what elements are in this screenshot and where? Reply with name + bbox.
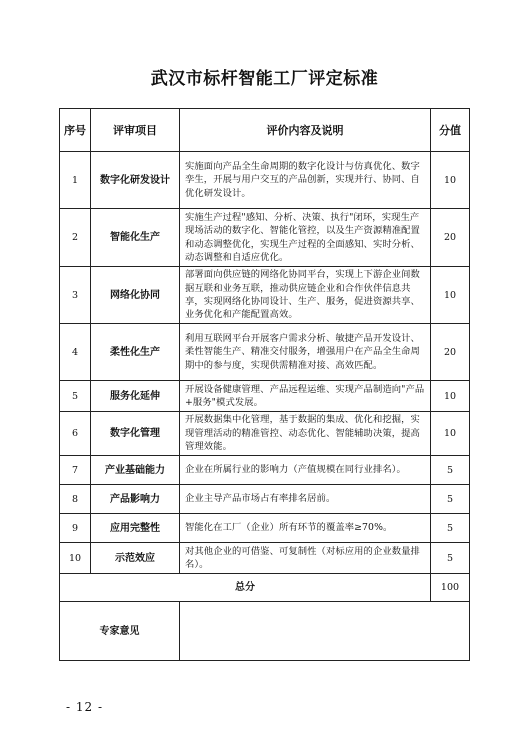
page-number: - 12 - xyxy=(66,700,104,714)
row-score: 10 xyxy=(431,412,470,456)
row-item: 智能化生产 xyxy=(91,209,180,267)
table-row xyxy=(60,152,470,209)
row-desc: 开展数据集中化管理，基于数据的集成、优化和挖掘，实现管理活动的精准管控、动态优化、智能辅助决策，提高管理效能。 xyxy=(180,412,431,456)
row-desc: 部署面向供应链的网络化协同平台，实现上下游企业间数据互联和业务互联，推动供应链企业和合作伙伴信息共享，实现网络化协同设计、生产、服务，促进资源共享、业务优化和产能配置高效。 xyxy=(180,267,431,324)
total-label: 总分 xyxy=(60,574,431,602)
row-item: 示范效应 xyxy=(91,543,180,574)
row-item: 服务化延伸 xyxy=(91,381,180,412)
row-no: 8 xyxy=(60,485,91,514)
table-row xyxy=(60,514,470,543)
table-row xyxy=(60,456,470,485)
table-row xyxy=(60,209,470,267)
header-item: 评审项目 xyxy=(91,109,180,152)
row-score: 5 xyxy=(431,485,470,514)
row-no: 4 xyxy=(60,324,91,381)
row-item: 产品影响力 xyxy=(91,485,180,514)
row-desc: 实施生产过程"感知、分析、决策、执行"闭环，实现生产现场活动的数字化、智能化管控，以及生产资源精准配置和动态调整优化，实现生产过程的全面感知、实时分析、动态调整和自适应优化。 xyxy=(180,209,431,267)
row-item: 数字化研发设计 xyxy=(91,152,180,209)
row-desc: 利用互联网平台开展客户需求分析、敏捷产品开发设计、柔性智能生产、精准交付服务，增强用户在产品全生命周期中的参与度，实现供需精准对接、高效匹配。 xyxy=(180,324,431,381)
total-row xyxy=(60,574,470,602)
table-row xyxy=(60,485,470,514)
table-row xyxy=(60,543,470,574)
table-row xyxy=(60,412,470,456)
document-title: 武汉市标杆智能工厂评定标准 xyxy=(150,69,379,89)
opinion-label: 专家意见 xyxy=(60,602,180,661)
total-score: 100 xyxy=(431,574,470,602)
row-desc: 对其他企业的可借鉴、可复制性（对标应用的企业数量排名）。 xyxy=(180,543,431,574)
header-no: 序号 xyxy=(60,109,91,152)
opinion-field[interactable] xyxy=(180,602,470,661)
row-no: 2 xyxy=(60,209,91,267)
table-header-row xyxy=(60,109,470,152)
row-no: 3 xyxy=(60,267,91,324)
row-no: 9 xyxy=(60,514,91,543)
header-desc: 评价内容及说明 xyxy=(180,109,431,152)
row-score: 10 xyxy=(431,381,470,412)
row-item: 柔性化生产 xyxy=(91,324,180,381)
row-desc: 智能化在工厂（企业）所有环节的覆盖率≥70%。 xyxy=(180,514,431,543)
row-item: 应用完整性 xyxy=(91,514,180,543)
table-row xyxy=(60,267,470,324)
row-item: 产业基础能力 xyxy=(91,456,180,485)
header-score: 分值 xyxy=(431,109,470,152)
row-score: 20 xyxy=(431,209,470,267)
row-score: 5 xyxy=(431,456,470,485)
row-score: 5 xyxy=(431,543,470,574)
row-score: 10 xyxy=(431,152,470,209)
evaluation-table xyxy=(59,108,470,661)
row-no: 6 xyxy=(60,412,91,456)
row-item: 数字化管理 xyxy=(91,412,180,456)
row-desc: 企业在所属行业的影响力（产值规模在同行业排名）。 xyxy=(180,456,431,485)
row-desc: 企业主导产品市场占有率排名居前。 xyxy=(180,485,431,514)
table-row xyxy=(60,381,470,412)
opinion-row xyxy=(60,602,470,661)
row-no: 1 xyxy=(60,152,91,209)
row-item: 网络化协同 xyxy=(91,267,180,324)
row-desc: 开展设备健康管理、产品远程运维、实现产品制造向"产品+服务"模式发展。 xyxy=(180,381,431,412)
row-no: 5 xyxy=(60,381,91,412)
row-score: 10 xyxy=(431,267,470,324)
row-score: 5 xyxy=(431,514,470,543)
row-no: 10 xyxy=(60,543,91,574)
row-score: 20 xyxy=(431,324,470,381)
table-row xyxy=(60,324,470,381)
row-desc: 实施面向产品全生命周期的数字化设计与仿真优化、数字孪生，开展与用户交互的产品创新，实现并行、协同、自优化研发设计。 xyxy=(180,152,431,209)
row-no: 7 xyxy=(60,456,91,485)
